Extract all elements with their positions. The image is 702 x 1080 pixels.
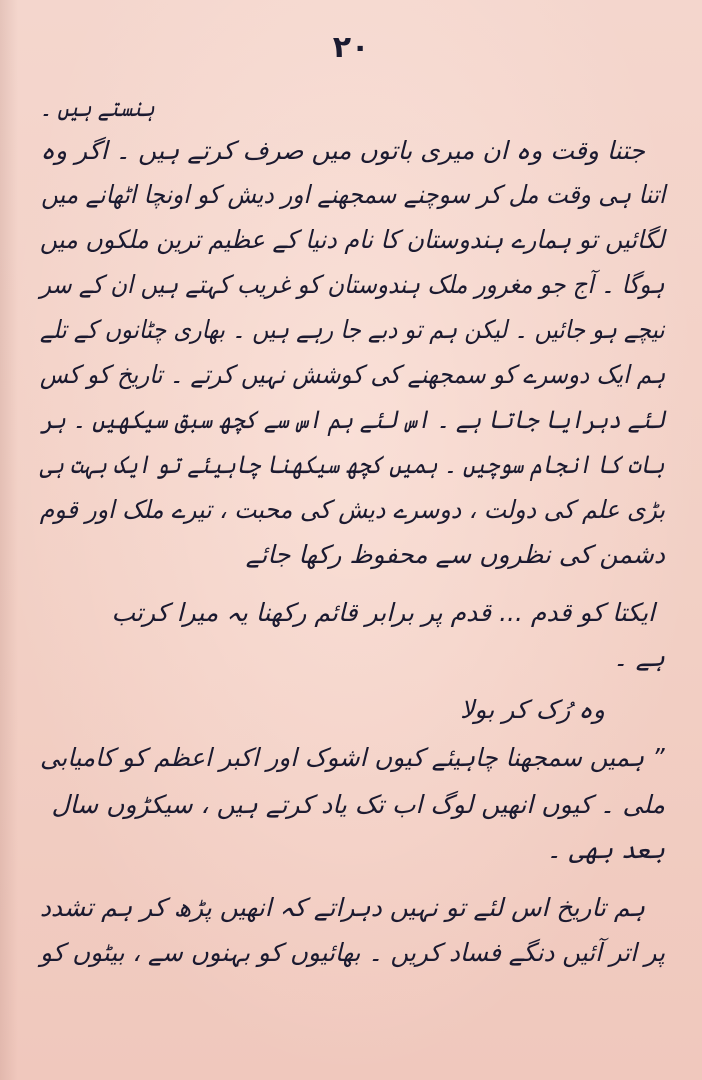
text-line: ” ہمیں سمجھنا چاہیئے کیوں اشوک اور اکبر اعظم کو کامیابی <box>40 743 665 772</box>
page-edge-shadow <box>0 0 18 1080</box>
text-line: ایکتا کو قدم ... قدم پر برابر قائم رکھنا یہ میرا کرتب <box>111 598 655 627</box>
text-line: پر اتر آئیں دنگے فساد کریں ۔ بھائیوں کو بہنوں سے ، بیٹوں کو <box>40 938 665 967</box>
text-line: جتنا وقت وہ ان میری باتوں میں صرف کرتے ہیں ۔ اگر وہ <box>40 136 645 165</box>
text-line: ہے ۔ <box>613 643 665 672</box>
text-line: اتنا ہی وقت مل کر سوچنے سمجھنے اور دیش کو اونچا اٹھانے میں <box>40 180 665 209</box>
text-line: بعد بھی ۔ <box>546 835 665 864</box>
text-line: ملی ۔ کیوں انھیں لوگ اب تک یاد کرتے ہیں ، سیکڑوں سال <box>51 790 665 819</box>
text-line: ہم ایک دوسرے کو سمجھنے کی کوشش نہیں کرتے ۔ تاریخ کو کس <box>39 360 665 389</box>
text-line: لگائیں تو ہمارے ہندوستان کا نام دنیا کے عظیم ترین ملکوں میں <box>40 225 665 254</box>
text-line: نیچے ہو جائیں ۔ لیکن ہم تو دبے جا رہے ہیں ۔ بھاری چٹانوں کے تلے <box>40 315 665 344</box>
text-line: ہم تاریخ اس لئے تو نہیں دہراتے کہ انھیں پڑھ کر ہم تشدد <box>39 893 645 922</box>
text-line: لئے دہرایا جاتا ہے ۔ اس لئے ہم اس سے کچھ سبق سیکھیں ۔ ہر <box>40 405 665 434</box>
text-line: ہنستے ہیں ۔ <box>40 93 155 122</box>
text-line: بات کا انجام سوچیں ۔ ہمیں کچھ سیکھنا چاہیئے تو ایک بہت ہی <box>40 450 665 479</box>
text-line: ہوگا ۔ آج جو مغرور ملک ہندوستان کو غریب کہتے ہیں ان کے سر <box>40 270 665 299</box>
page-number: ۲۰ <box>332 30 370 65</box>
text-line: بڑی علم کی دولت ، دوسرے دیش کی محبت ، تیرے ملک اور قوم <box>39 495 665 524</box>
text-line: وہ رُک کر بولا <box>460 695 605 724</box>
text-line: دشمن کی نظروں سے محفوظ رکھا جائے <box>245 540 665 569</box>
